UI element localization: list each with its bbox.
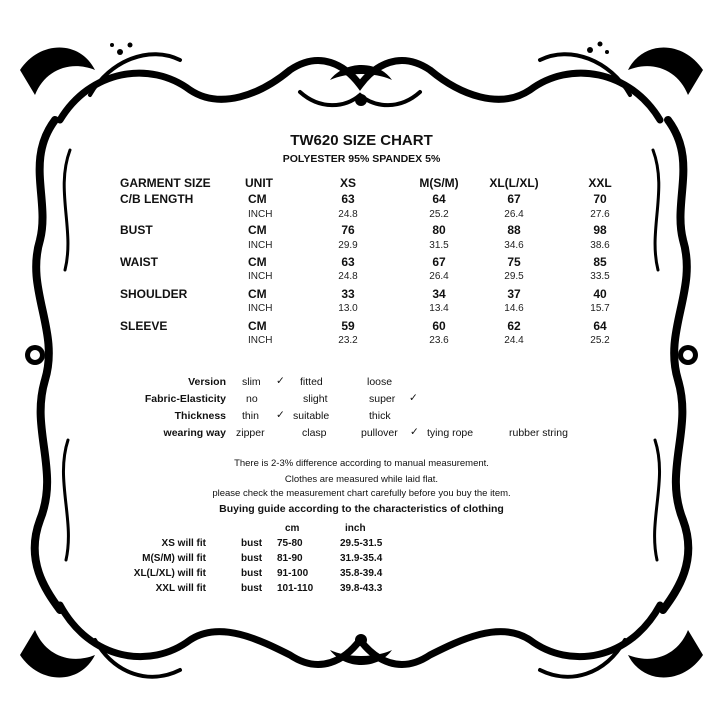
table-cell: 29.5 — [504, 271, 524, 282]
guide-inch: 29.5-31.5 — [340, 538, 383, 549]
unit-inch: INCH — [248, 271, 273, 282]
check-icon: ✓ — [409, 392, 418, 404]
row-label-shoulder: SHOULDER — [120, 287, 188, 301]
attr-label-thickness: Thickness — [174, 410, 226, 422]
table-cell: 63 — [341, 192, 355, 206]
option-pullover: pullover — [361, 427, 398, 439]
table-cell: 23.2 — [338, 335, 358, 346]
guide-inch: 31.9-35.4 — [340, 553, 383, 564]
table-cell: 85 — [593, 255, 607, 269]
table-cell: 33.5 — [590, 271, 610, 282]
unit-cm: CM — [248, 319, 267, 333]
table-cell: 33 — [341, 287, 355, 301]
note-check-chart: please check the measurement chart carefully before you buy the item. — [212, 488, 511, 499]
guide-cm: 81-90 — [277, 553, 303, 564]
attr-label-elasticity: Fabric-Elasticity — [144, 393, 226, 405]
table-cell: 70 — [593, 192, 607, 206]
guide-inch: 39.8-43.3 — [340, 583, 383, 594]
guide-part: bust — [241, 553, 263, 564]
unit-cm: CM — [248, 255, 267, 269]
check-icon: ✓ — [410, 426, 419, 438]
option-loose: loose — [367, 376, 393, 388]
note-difference: There is 2-3% difference according to manual measurement. — [234, 458, 489, 469]
table-cell: 14.6 — [504, 303, 524, 314]
row-label-waist: WAIST — [120, 255, 158, 269]
table-cell: 67 — [507, 192, 521, 206]
row-label-bust: BUST — [120, 223, 153, 237]
table-cell: 88 — [507, 223, 521, 237]
option-clasp: clasp — [302, 427, 327, 439]
guide-cm: 75-80 — [277, 538, 303, 549]
table-cell: 63 — [341, 255, 355, 269]
page-title: TW620 SIZE CHART — [290, 132, 433, 149]
guide-fit: XS will fit — [161, 538, 206, 549]
guide-fit: M(S/M) will fit — [142, 553, 206, 564]
table-cell: 34.6 — [504, 240, 524, 251]
guide-fit: XL(L/XL) will fit — [133, 568, 206, 579]
table-cell: 13.0 — [338, 303, 358, 314]
header-garment-size: GARMENT SIZE — [120, 176, 211, 190]
buying-guide-title: Buying guide according to the characteristics of clothing — [219, 503, 504, 515]
option-suitable: suitable — [293, 410, 330, 422]
header-xxl: XXL — [588, 176, 612, 190]
guide-cm: 101-110 — [277, 583, 314, 594]
guide-inch: 35.8-39.4 — [340, 568, 383, 579]
table-cell: 98 — [593, 223, 607, 237]
table-cell: 27.6 — [590, 209, 610, 220]
table-cell: 60 — [432, 319, 446, 333]
table-cell: 13.4 — [429, 303, 449, 314]
row-label-cb-length: C/B LENGTH — [120, 192, 194, 206]
header-m: M(S/M) — [419, 176, 459, 190]
unit-inch: INCH — [248, 240, 273, 251]
option-slim: slim — [242, 376, 261, 388]
unit-cm: CM — [248, 223, 267, 237]
guide-part: bust — [241, 568, 263, 579]
fabric-subtitle: POLYESTER 95% SPANDEX 5% — [282, 153, 441, 165]
header-unit: UNIT — [245, 176, 273, 190]
table-cell: 31.5 — [429, 240, 449, 251]
row-label-sleeve: SLEEVE — [120, 319, 168, 333]
table-cell: 15.7 — [590, 303, 610, 314]
unit-cm: CM — [248, 192, 267, 206]
guide-part: bust — [241, 583, 263, 594]
option-tying-rope: tying rope — [427, 427, 474, 439]
table-cell: 26.4 — [504, 209, 524, 220]
table-cell: 64 — [593, 319, 607, 333]
table-cell: 29.9 — [338, 240, 358, 251]
option-fitted: fitted — [300, 376, 323, 388]
option-rubber-string: rubber string — [509, 427, 568, 439]
table-cell: 37 — [507, 287, 521, 301]
attr-label-wearing-way: wearing way — [163, 427, 226, 439]
table-cell: 67 — [432, 255, 446, 269]
unit-inch: INCH — [248, 335, 273, 346]
guide-col-cm: cm — [285, 523, 300, 534]
table-cell: 23.6 — [429, 335, 449, 346]
header-xs: XS — [339, 176, 356, 190]
guide-fit: XXL will fit — [155, 583, 206, 594]
check-icon: ✓ — [276, 409, 285, 421]
table-cell: 26.4 — [429, 271, 449, 282]
option-zipper: zipper — [236, 427, 265, 439]
unit-cm: CM — [248, 287, 267, 301]
note-laid-flat: Clothes are measured while laid flat. — [284, 474, 439, 485]
guide-col-inch: inch — [345, 523, 366, 534]
table-cell: 38.6 — [590, 240, 610, 251]
table-cell: 25.2 — [590, 335, 610, 346]
guide-cm: 91-100 — [277, 568, 309, 579]
table-cell: 75 — [507, 255, 521, 269]
header-xl: XL(L/XL) — [489, 176, 539, 190]
option-no: no — [246, 393, 258, 405]
table-cell: 24.8 — [338, 271, 358, 282]
option-super: super — [369, 393, 396, 405]
table-cell: 80 — [432, 223, 446, 237]
table-cell: 62 — [507, 319, 521, 333]
table-cell: 76 — [341, 223, 355, 237]
check-icon: ✓ — [276, 375, 285, 387]
option-thin: thin — [242, 410, 259, 422]
table-cell: 64 — [432, 192, 446, 206]
table-cell: 25.2 — [429, 209, 449, 220]
unit-inch: INCH — [248, 209, 273, 220]
table-cell: 24.8 — [338, 209, 358, 220]
attr-label-version: Version — [188, 376, 226, 388]
table-cell: 34 — [432, 287, 446, 301]
unit-inch: INCH — [248, 303, 273, 314]
table-cell: 24.4 — [504, 335, 524, 346]
table-cell: 40 — [593, 287, 607, 301]
guide-part: bust — [241, 538, 263, 549]
table-cell: 59 — [341, 319, 355, 333]
option-slight: slight — [303, 393, 328, 405]
option-thick: thick — [369, 410, 391, 422]
